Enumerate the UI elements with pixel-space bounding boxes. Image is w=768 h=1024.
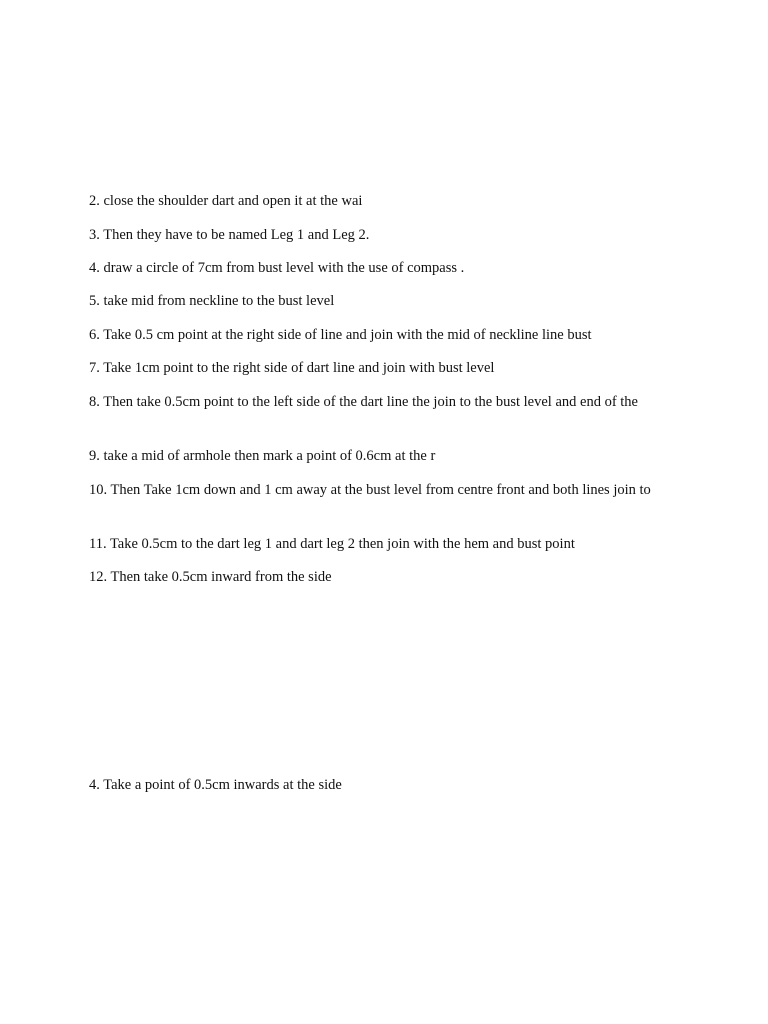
instruction-line-12: 12. Then take 0.5cm inward from the side (89, 569, 332, 585)
instruction-line-7: 7. Take 1cm point to the right side of dart line and join with bust level (89, 360, 495, 376)
instruction-line-4: 4. draw a circle of 7cm from bust level with the use of compass . (89, 260, 465, 276)
instruction-line-2: 2. close the shoulder dart and open it at the wai (89, 193, 363, 209)
instruction-line-4b: 4. Take a point of 0.5cm inwards at the side (89, 777, 342, 793)
instruction-line-5: 5. take mid from neckline to the bust level (89, 293, 335, 309)
instruction-line-10: 10. Then Take 1cm down and 1 cm away at the bust level from centre front and both lines join to (89, 482, 651, 498)
instruction-line-9: 9. take a mid of armhole then mark a point of 0.6cm at the r (89, 448, 436, 464)
instruction-line-6: 6. Take 0.5 cm point at the right side of line and join with the mid of neckline line bust (89, 327, 592, 343)
instruction-line-11: 11. Take 0.5cm to the dart leg 1 and dart leg 2 then join with the hem and bust point (89, 536, 575, 552)
instruction-line-8: 8. Then take 0.5cm point to the left side of the dart line the join to the bust level and end of the (89, 394, 638, 410)
instruction-line-3: 3. Then they have to be named Leg 1 and Leg 2. (89, 227, 370, 243)
